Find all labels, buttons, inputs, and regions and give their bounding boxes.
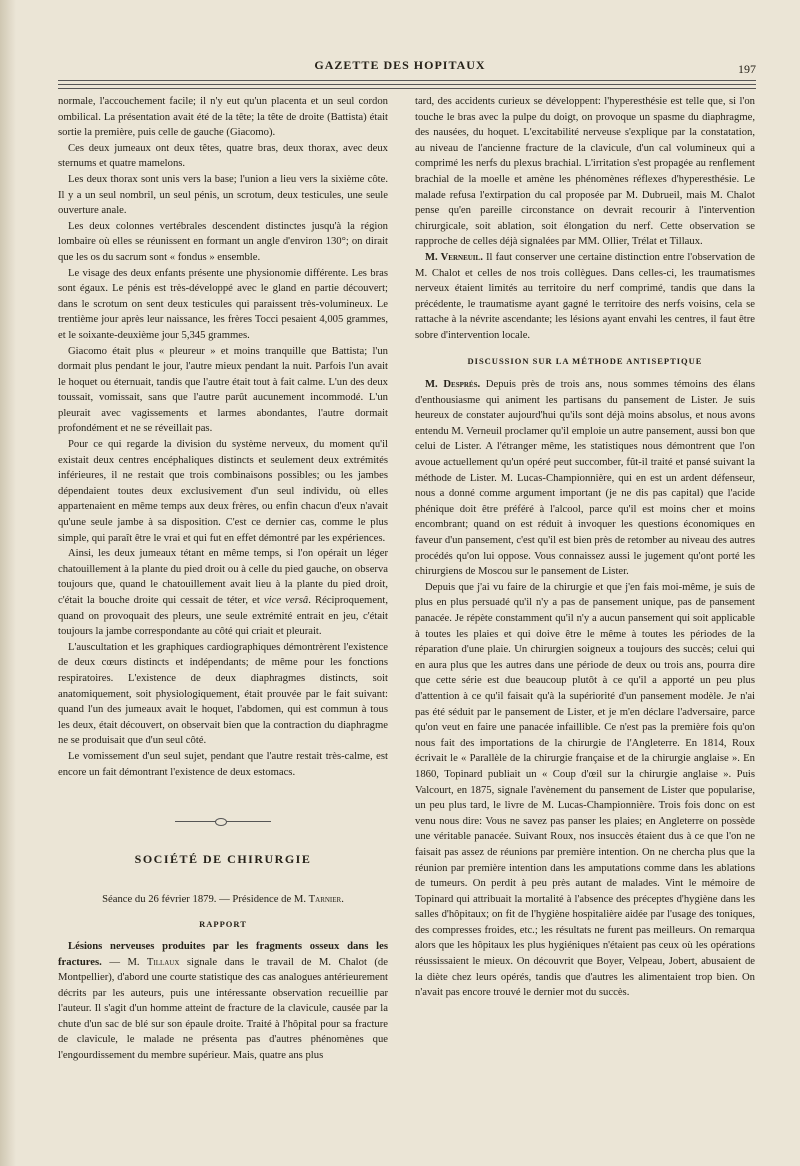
text-run: —	[101, 956, 128, 968]
paragraph	[415, 377, 755, 580]
text-run: Il faut conserver une certaine distinction entre l'observation de M. Chalot et celles de nos trois collègues. Dans celles-ci, les traumatismes nerveux étaient limités au territoire du nerf comprimé, tandis que dans la précédente, le traumatisme ayant gagné le territoire des nerfs voisins, cela se rattache à la névrite ascendante; les lésions ayant envahi les centres, il faut être sobre d'intervention locale.	[415, 251, 755, 341]
right-column	[415, 94, 755, 1001]
running-header-title: GAZETTE DES HOPITAUX	[314, 58, 486, 72]
text-run: Depuis près de trois ans, nous sommes témoins des élans d'enthousiasme qui animent les partisans du pansement de Lister. Je suis heureux de constater aujourd'hui qu'ils sont déjà moins absolus, et nous avons entendu M. Verneuil proclamer qu'il emploie un autre pansement, aussi bon que celui de Lister. A l'étranger même, les statistiques nous démontrent que l'on avoue actuellement qu'un opéré peut succomber, fût-il traité et pansé suivant la méthode de Lister. M. Lucas-Championnière, qui en est un ardent défenseur, nous a donné comme argument important (je ne dis pas capital) que l'acide phénique doit être préféré à l'alcool, parce qu'il est moins cher et moins encombrant; quand on est réduit à invoquer les questions économiques en faveur d'un pansement, c'est qu'il est bien près de retomber au niveau des autres procédés qu'on lui oppose. Vous connaissez aussi le jugement qu'ont porté les chirurgiens de Moscou sur le pansement de Lister.	[415, 379, 755, 578]
left-column	[58, 94, 388, 1064]
paragraph: Les deux thorax sont unis vers la base; l'union a lieu vers la sixième côte. Il y a un seul nombril, un seul pénis, un scrotum, deux testicules, une seule ouverture anale.	[58, 173, 388, 217]
page-number: 197	[738, 62, 756, 76]
paragraph: Le visage des deux enfants présente une physionomie différente. Les bras sont égaux. Le pénis est très-développé avec le gland en partie découvert; dans le scrotum on sent deux testicules qui paraissent très-volumineux. Le trentième jour après leur naissance, les frères Tocci pesaient 4,005 grammes, et le soixante-deuxième jour 5,345 grammes.	[58, 267, 388, 341]
section-title: SOCIÉTÉ DE CHIRURGIE	[134, 852, 312, 867]
paragraph	[58, 546, 388, 640]
header-double-rule	[58, 84, 756, 89]
ornamental-divider	[175, 818, 271, 824]
paragraph: Le vomissement d'un seul sujet, pendant que l'autre restait très-calme, est encore un fait démontrant l'existence de deux estomacs.	[58, 750, 388, 778]
report-title: Lésions nerveuses produites par les fragments osseux dans les fractures.	[58, 940, 388, 968]
paragraph: normale, l'accouchement facile; il n'y eut qu'un placenta et un seul cordon ombilical. La présentation avait été de la tête; la tête de droite (Battista) était sortie la première, puis celle de gauche (Giacomo).	[58, 96, 388, 139]
italic-text: vice versâ	[263, 595, 309, 606]
header-rule	[58, 80, 756, 81]
speaker-name: M. Verneuil.	[425, 251, 483, 263]
paragraph: L'auscultation et les graphiques cardiographiques démontrèrent l'existence de deux cœurs distincts et indépendants; de même pour les fonctions respiratoires. L'existence de deux diaphragmes distincts, soit anatomiquement, soit physiologiquement, était prouvée par le fait suivant: quand l'un des jumeaux avait le hoquet, l'abdomen, qui est commun à tous les deux, était découvert, on observait bien que la contraction du diaphragme ne se produisait que d'un seul côté.	[58, 641, 388, 747]
session-date: Séance du 26 février 1879. — Présidence de M.	[102, 893, 309, 905]
paragraph: tard, des accidents curieux se développent: l'hyperesthésie est telle que, si l'on touche le bras avec la pulpe du doigt, on provoque un spasme du diaphragme, des nausées, du hoquet. L'excitabilité nerveuse s'explique par la constatation, au niveau de l'ancienne fracture de la clavicule, d'un cal volumineux qui a comprimé les nerfs du plexus brachial. L'irritation s'est propagée au renflement brachial de la moelle et amène les phénomènes réflexes d'hyperesthésie. Le malade refusa l'extirpation du cal proposée par M. Dubrueil, mais M. Chalot pense qu'en pareille circonstance on devrait recourir à l'intervention chirurgicale, soit ablation, soit élongation du nerf. Cette observation se rapproche de celles déjà signalées par MM. Ollier, Trélat et Tillaux.	[415, 96, 755, 248]
paragraph: Depuis que j'ai vu faire de la chirurgie et que j'en fais moi-même, je suis de plus en plus persuadé qu'il n'y a pas de pansement unique, pas de pansement panacée. Je répète constamment qu'il n'y a aucun pansement qui soit applicable à toutes les plaies et qui doive être le même à toutes les périodes de la réparation d'une plaie. Un chirurgien soigneux a toujours des succès; celui qui en aura plus que les autres dans une période de deux ou trois ans, pourra dire que cette série est due beaucoup plutôt à ce qu'il a apporté un peu plus d'attention à ce qu'il faisait qu'à la supériorité d'un pansement modèle. Je n'ai pas été séduit par le pansement de Lister, et je m'en déclare l'adversaire, parce qu'on veut en faire une panacée infaillible. Ce n'est pas la première fois qu'on nous fait des importations de la chirurgie de l'Angleterre. En 1814, Roux écrivait le « Parallèle de la chirurgie française et de la chirurgie anglaise ». En 1860, Topinard publiait un « Coup d'œil sur la chirurgie anglaise ». Puis Valcourt, en 1875, signale l'avènement du pansement de Lister que popularise, un peu plus tard, le livre de M. Lucas-Championnière. Trois fois donc on est venu nous dire: Vous ne savez pas panser les plaies; en Angleterre on possède une véritable panacée. Suivant Roux, nos insuccès étaient dus à ce que l'on ne faisait pas assez de réunions par première intention. On ne chercha plus que la réunion par première intention dans les amputations comme dans les ablations de tumeurs. On perdit à peu près autant de malades. Vint le mémoire de Topinard qui attribuait la mortalité à l'absence des préceptes d'hygiène dans les salles d'hôpitaux; on fit de l'hygiène hospitalière aidée par l'usage des toniques, des compresses froides, etc.; les résultats ne furent pas meilleurs. On remarqua alors que les hôpitaux les plus hygiéniques n'étaient pas ceux où les opérations réussissaient le mieux. On découvrit que Boyer, Velpeau, Jobert, abusaient de la diète chez leurs opérés, tandis que d'autres les alimentaient trop bien. On n'avait pas encore trouvé le dernier mot du succès.	[415, 581, 755, 999]
speaker-name: M. Tillaux	[127, 956, 180, 968]
paragraph	[58, 939, 388, 1064]
paragraph: Les deux colonnes vertébrales descendent distinctes jusqu'à la région lombaire où elles se réunissent en formant un angle d'environ 130°; on dirait que les os du sacrum sont « fondus » ensemble.	[58, 220, 388, 263]
session-line	[58, 892, 388, 908]
speaker-name: M. Després.	[425, 379, 481, 391]
paragraph: Giacomo était plus « pleureur » et moins tranquille que Battista; l'un dormait plus pendant le jour, l'autre mieux pendant la nuit. Parfois l'un avait le hoquet ou éternuait, tandis que l'autre était tout à fait calme. L'un des deux toussait, vomissait, sans que l'autre parût aucunement incommodé. L'un pleurait avec vagissements et larmes abondantes, l'autre dormait profondément et ne se réveillait pas.	[58, 345, 388, 435]
rapport-heading: RAPPORT	[199, 919, 247, 930]
text-run: Ainsi, les deux jumeaux tétant en même temps, si l'on opérait un léger chatouillement à la plante du pied droit ou à celle du pied gauche, on observa toujours que, quand le chatouillement avait lieu à la plante du pied droit, c'était la bouche droite qui cessait de téter, et	[58, 548, 388, 606]
paragraph	[415, 250, 755, 344]
paragraph: Ces deux jumeaux ont deux têtes, quatre bras, deux thorax, avec deux sternums et quatre mamelons.	[58, 142, 388, 170]
discussion-heading: DISCUSSION SUR LA MÉTHODE ANTISEPTIQUE	[467, 355, 703, 366]
paragraph: Pour ce qui regarde la division du système nerveux, du moment qu'il existait deux centres encéphaliques distincts et seulement deux extrémités inférieures, il ne restait que trois combinaisons possibles; ou les jambes dépendaient toutes deux exclusivement d'un seul individu, où elles appartenaient en même temps aux deux frères, ou enfin chacun d'eux n'avait qu'une seule jambe à sa disposition. C'est ce dernier cas, comme le plus simple, qui paraît être le vrai et qui fut en effet démontré par les expériences.	[58, 439, 388, 544]
text-run: signale dans le travail de M. Chalot (de Montpellier), d'abord une courte statistique des cas analogues antérieurement décrits par les auteurs, puis une intéressante observation recueillie par l'auteur. Il s'agit d'un homme atteint de fracture de la clavicule, causée par la chute d'un sac de blé sur son épaule droite. Traité à l'hôpital pour sa fracture de clavicule, le malade ne présenta pas d'autres phénomènes que l'engourdissement du membre supérieur. Mais, quatre ans plus	[58, 956, 388, 1062]
president-name: Tarnier	[308, 893, 342, 905]
page-binding-shadow	[0, 0, 16, 1166]
session-end: .	[341, 893, 344, 905]
text-run: . Réciproquement, quand on provoquait des pleurs, une seule extrémité entrait en jeu, c'était toujours la jambe correspondante au côté qui criait et pleurait.	[58, 595, 388, 638]
